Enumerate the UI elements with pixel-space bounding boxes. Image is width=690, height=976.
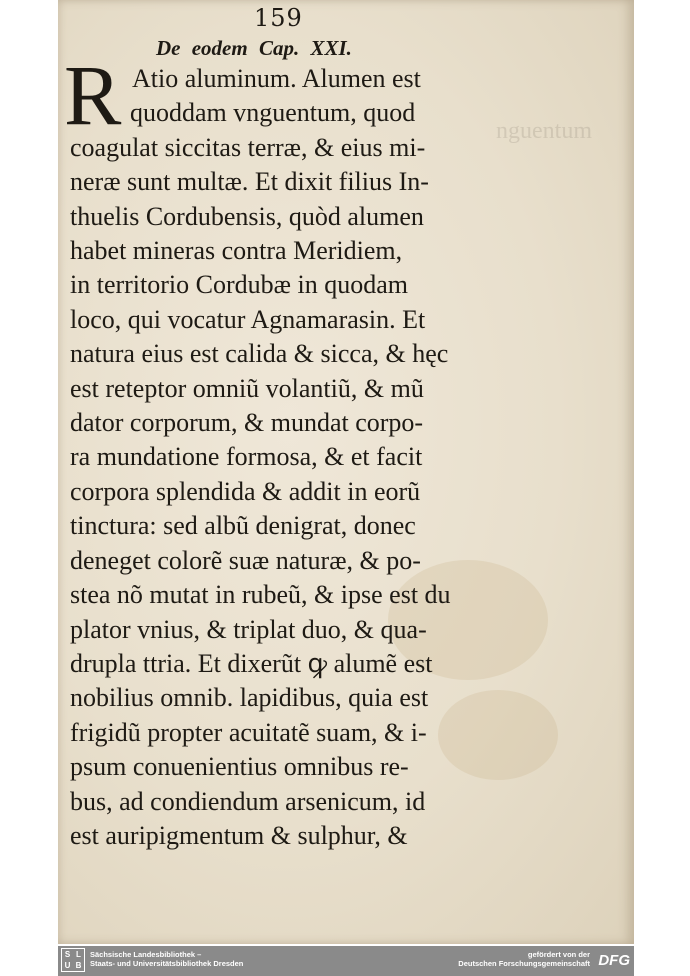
text-line: habet mineras contra Meridiem, (70, 236, 403, 266)
text-line: est auripigmentum & sulphur, & (70, 820, 408, 850)
text-line: nobilius omnib. lapidibus, quia est (70, 683, 429, 713)
page-number: 159 (254, 4, 303, 32)
library-credit-line: Staats- und Universitätsbibliothek Dresden (90, 959, 244, 968)
text-line: Atio aluminum. Alumen est (132, 64, 421, 93)
text-line: corpora splendida & addit in eorũ (70, 476, 421, 506)
text-line: neræ sunt multæ. Et dixit filius In- (70, 167, 429, 197)
text-line: ra mundatione formosa, & et facit (70, 442, 423, 472)
text-line: quoddam vnguentum, quod (130, 98, 416, 128)
body-text (70, 62, 510, 853)
funder-credit-line: gefördert von der (527, 950, 590, 959)
text-line: loco, qui vocatur Agnamarasin. Et (70, 304, 426, 334)
text-line: in territorio Cordubæ in quodam (70, 270, 408, 300)
logo-letter: L (76, 950, 81, 959)
page-scan (58, 0, 634, 944)
library-credit[interactable] (90, 950, 243, 968)
text-line: deneget colorẽ suæ naturæ, & po- (70, 545, 421, 575)
logo-letter: S (64, 950, 71, 959)
dfg-logo[interactable]: DFG (598, 952, 630, 969)
logo-letter: U (64, 961, 71, 970)
text-line: coagulat siccitas terræ, & eius mi- (70, 132, 426, 162)
funder-credit (458, 950, 590, 968)
show-through-text: nguentum (496, 118, 592, 144)
text-line: dator corporum, & mundat corpo- (70, 408, 424, 438)
text-line: stea nõ mutat in rubeũ, & ipse est du (70, 580, 451, 610)
text-line: frigidũ propter acuitatẽ suam, & i- (70, 717, 427, 747)
chapter-heading: De eodem Cap. XXI. (156, 36, 352, 60)
text-line: psum conuenientius omnibus re- (70, 752, 409, 782)
text-line: plator vnius, & triplat duo, & qua- (70, 614, 427, 644)
text-line: tinctura: sed albũ denigrat, donec (70, 511, 416, 541)
text-line: drupla ttria. Et dixerũt ꝙ alumẽ est (70, 648, 433, 678)
drop-cap: R (64, 47, 122, 143)
text-line: bus, ad condiendum arsenicum, id (70, 786, 426, 816)
text-line: thuelis Cordubensis, quòd alumen (70, 201, 424, 231)
footer-bar (58, 946, 634, 976)
text-line: natura eius est calida & sicca, & hęc (70, 339, 449, 369)
funder-credit-line: Deutschen Forschungsgemeinschaft (458, 959, 590, 968)
library-credit-line: Sächsische Landesbibliothek – (90, 950, 202, 959)
text-line: est reteptor omniũ volantiũ, & mũ (70, 373, 424, 403)
logo-letter: B (75, 961, 82, 970)
slub-logo[interactable] (61, 948, 85, 972)
